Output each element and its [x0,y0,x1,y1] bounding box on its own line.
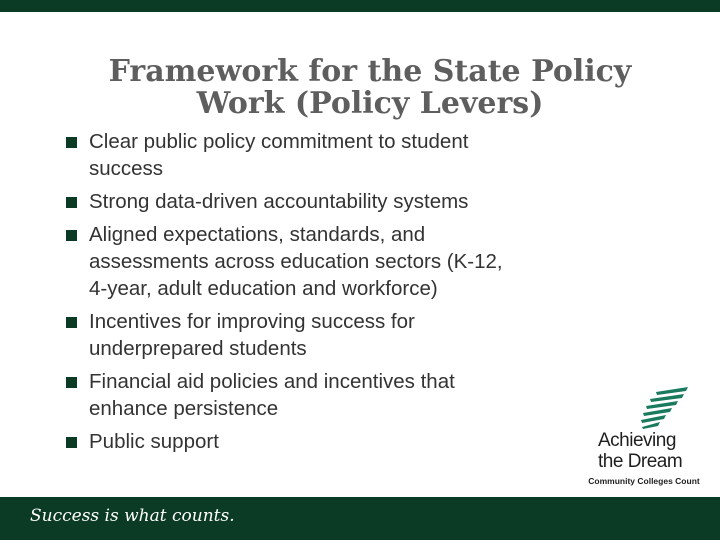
title-line-1: Framework for the State Policy [108,54,632,89]
bullet-item [64,221,584,302]
bullet-text-line: Public support [89,430,219,453]
square-bullet-icon [66,437,77,448]
logo-text-the-dream: the Dream [598,451,683,472]
logo-text-achieving: Achieving [598,430,676,451]
square-bullet-icon [66,230,77,241]
top-bar [0,0,720,12]
achieving-the-dream-logo [578,384,706,490]
bullet-item [64,308,584,362]
bullet-text-line: Incentives for improving success for [89,310,415,333]
square-bullet-icon [66,377,77,388]
bullet-list [64,128,584,461]
achieving-the-dream-mark-icon [640,386,690,430]
bullet-item [64,428,584,455]
bullet-text-line: 4-year, adult education and workforce) [89,277,438,300]
square-bullet-icon [66,317,77,328]
bullet-text-line: assessments across education sectors (K-12, [89,250,503,273]
bullet-text-line: Aligned expectations, standards, and [89,223,426,246]
bullet-text-line: Clear public policy commitment to student [89,130,469,153]
bullet-text-line: Strong data-driven accountability systems [89,190,469,213]
square-bullet-icon [66,137,77,148]
bullet-item [64,128,584,182]
bullet-text-line: success [89,157,164,180]
bullet-text-line: underprepared students [89,337,307,360]
bullet-item [64,188,584,215]
slide-title [60,56,680,120]
logo-subtitle: Community Colleges Count [588,476,700,486]
bullet-text-line: enhance persistence [89,397,279,420]
footer-tagline: Success is what counts. [30,506,235,526]
footer-bar [0,497,720,540]
bullet-text-line: Financial aid policies and incentives that [89,370,455,393]
title-line-2: Work (Policy Levers) [196,86,544,121]
bullet-item [64,368,584,422]
square-bullet-icon [66,197,77,208]
